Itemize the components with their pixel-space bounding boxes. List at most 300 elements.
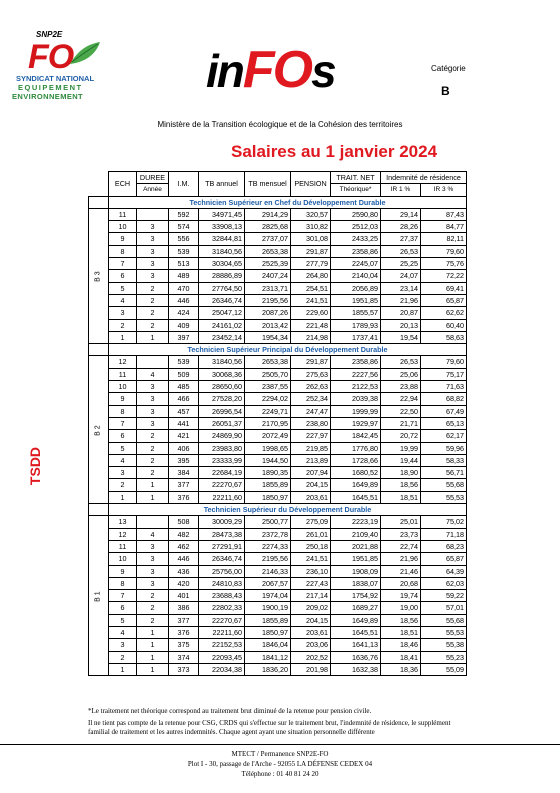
table-cell: 23333,99 (199, 454, 245, 466)
header-trait-net-sub: Théorique* (331, 184, 381, 196)
salary-table (88, 171, 467, 676)
table-cell: 69,41 (421, 282, 467, 294)
table-cell: 513 (169, 258, 199, 270)
table-cell: 1998,65 (245, 442, 291, 454)
table-cell: 2195,56 (245, 294, 291, 306)
table-row (89, 282, 467, 294)
table-cell: 219,85 (291, 442, 331, 454)
table-cell: 3 (137, 553, 169, 565)
table-row (89, 417, 467, 429)
table-cell: 23,14 (381, 282, 421, 294)
table-row (89, 651, 467, 663)
section-title-blank (89, 504, 109, 516)
table-cell: 386 (169, 602, 199, 614)
table-cell: 55,68 (421, 479, 467, 491)
section-title-row (89, 196, 467, 208)
table-row (89, 626, 467, 638)
table-row (89, 553, 467, 565)
table-cell: 3 (137, 258, 169, 270)
table-cell: 1645,51 (331, 626, 381, 638)
table-cell: 214,98 (291, 331, 331, 343)
table-cell: 539 (169, 245, 199, 257)
table-row (89, 208, 467, 220)
table-cell: 470 (169, 282, 199, 294)
table-cell: 1 (109, 331, 137, 343)
table-cell: 2227,56 (331, 368, 381, 380)
table-cell: 320,57 (291, 208, 331, 220)
table-cell: 22211,60 (199, 491, 245, 503)
table-cell: 2 (137, 602, 169, 614)
table-cell: 22093,45 (199, 651, 245, 663)
table-cell: 539 (169, 356, 199, 368)
table-cell: 22,94 (381, 393, 421, 405)
table-cell: 20,68 (381, 577, 421, 589)
table-cell: 13 (109, 516, 137, 528)
table-row (89, 356, 467, 368)
table-cell: 2 (137, 614, 169, 626)
page-footer (0, 744, 560, 779)
table-cell: 1 (137, 626, 169, 638)
table-cell: 3 (137, 577, 169, 589)
table-cell: 1908,09 (331, 565, 381, 577)
table-cell: 2825,68 (245, 221, 291, 233)
table-cell: 1728,66 (331, 454, 381, 466)
table-cell: 2372,78 (245, 528, 291, 540)
table-cell: 2146,33 (245, 565, 291, 577)
table-cell: 22684,19 (199, 467, 245, 479)
header-ech: ECH (109, 172, 137, 197)
table-cell: 203,61 (291, 491, 331, 503)
table-cell: 1754,92 (331, 590, 381, 602)
table-cell: 3 (137, 417, 169, 429)
table-row (89, 233, 467, 245)
table-cell: 25756,00 (199, 565, 245, 577)
header-blank-2 (89, 184, 109, 196)
table-cell: 55,09 (421, 663, 467, 675)
table-cell: 2653,38 (245, 245, 291, 257)
table-cell: 10 (109, 221, 137, 233)
table-row (89, 577, 467, 589)
section-title-row (89, 504, 467, 516)
table-cell: 22270,67 (199, 614, 245, 626)
header-duree-sub: Année (143, 186, 162, 194)
table-cell: 62,62 (421, 307, 467, 319)
table-cell: 377 (169, 614, 199, 626)
table-cell: 2 (109, 651, 137, 663)
table-cell: 21,71 (381, 417, 421, 429)
table-cell: 4 (137, 528, 169, 540)
table-cell: 55,53 (421, 626, 467, 638)
table-cell: 18,56 (381, 614, 421, 626)
table-cell: 11 (109, 208, 137, 220)
table-cell: 25,01 (381, 516, 421, 528)
table-cell: 22152,53 (199, 639, 245, 651)
table-cell: 28650,60 (199, 381, 245, 393)
table-cell: 375 (169, 639, 199, 651)
table-cell: 376 (169, 491, 199, 503)
grade-label: B 3 (94, 271, 102, 282)
table-cell: 2245,07 (331, 258, 381, 270)
table-cell: 27291,91 (199, 540, 245, 552)
table-cell: 2067,57 (245, 577, 291, 589)
table-cell: 87,43 (421, 208, 467, 220)
table-cell: 2039,38 (331, 393, 381, 405)
table-cell: 1689,27 (331, 602, 381, 614)
table-cell: 3 (137, 405, 169, 417)
table-cell: 1855,89 (245, 614, 291, 626)
table-cell: 79,60 (421, 356, 467, 368)
table-cell: 217,14 (291, 590, 331, 602)
table-cell (137, 208, 169, 220)
table-cell: 227,43 (291, 577, 331, 589)
table-cell: 26346,74 (199, 294, 245, 306)
table-cell: 2 (109, 319, 137, 331)
table-cell: 8 (109, 577, 137, 589)
table-cell: 229,60 (291, 307, 331, 319)
logo-fo-mark: FO (28, 38, 74, 76)
table-cell: 376 (169, 626, 199, 638)
header-pension: PENSION (291, 172, 331, 197)
table-cell: 301,08 (291, 233, 331, 245)
tsdd-text: TSDD (27, 446, 43, 486)
table-cell: 3 (137, 221, 169, 233)
table-cell: 22,74 (381, 540, 421, 552)
table-cell: 2013,42 (245, 319, 291, 331)
table-cell: 20,87 (381, 307, 421, 319)
table-cell: 252,34 (291, 393, 331, 405)
table-cell: 441 (169, 417, 199, 429)
table-cell: 1645,51 (331, 491, 381, 503)
table-cell: 2 (137, 282, 169, 294)
footer-line-2: Plot I - 30, passage de l'Arche - 92055 LA DÉFENSE CEDEX 04 (187, 760, 373, 768)
table-cell: 7 (109, 590, 137, 602)
table-cell: 19,44 (381, 454, 421, 466)
table-cell: 12 (109, 528, 137, 540)
table-cell: 22211,60 (199, 626, 245, 638)
table-row (89, 467, 467, 479)
table-cell: 19,54 (381, 331, 421, 343)
table-cell: 3 (137, 540, 169, 552)
table-cell: 9 (109, 565, 137, 577)
table-cell: 2590,80 (331, 208, 381, 220)
table-cell: 9 (109, 233, 137, 245)
table-cell: 27,37 (381, 233, 421, 245)
table-cell: 24869,90 (199, 430, 245, 442)
table-cell: 59,96 (421, 442, 467, 454)
table-cell: 82,11 (421, 233, 467, 245)
table-cell: 1841,12 (245, 651, 291, 663)
table-cell: 64,39 (421, 565, 467, 577)
table-cell: 262,63 (291, 381, 331, 393)
table-cell: 2 (137, 294, 169, 306)
table-row (89, 307, 467, 319)
table-cell: 30068,36 (199, 368, 245, 380)
table-cell: 2387,55 (245, 381, 291, 393)
table-cell: 10 (109, 381, 137, 393)
table-cell: 247,47 (291, 405, 331, 417)
table-row (89, 590, 467, 602)
table-cell: 75,02 (421, 516, 467, 528)
table-cell: 24810,83 (199, 577, 245, 589)
table-cell: 27528,20 (199, 393, 245, 405)
table-cell: 592 (169, 208, 199, 220)
section-title: Technicien Supérieur du Développement Durable (109, 504, 467, 516)
table-cell: 250,18 (291, 540, 331, 552)
table-cell: 457 (169, 405, 199, 417)
table-cell: 1680,52 (331, 467, 381, 479)
table-cell: 75,76 (421, 258, 467, 270)
brand-part-2: FO (242, 41, 312, 99)
table-cell: 28886,89 (199, 270, 245, 282)
table-row (89, 294, 467, 306)
table-cell: 30304,65 (199, 258, 245, 270)
table-cell: 291,87 (291, 245, 331, 257)
table-row (89, 602, 467, 614)
table-cell: 4 (109, 626, 137, 638)
table-cell: 1944,50 (245, 454, 291, 466)
table-cell: 1929,97 (331, 417, 381, 429)
table-cell: 204,15 (291, 614, 331, 626)
table-cell: 1974,04 (245, 590, 291, 602)
table-cell: 2274,33 (245, 540, 291, 552)
footer-line-1: MTECT / Permanence SNP2E-FO (231, 750, 329, 758)
table-cell: 2512,03 (331, 221, 381, 233)
logo-line-3: ENVIRONNEMENT (12, 92, 84, 101)
table-cell: 1 (109, 491, 137, 503)
table-cell: 1850,97 (245, 626, 291, 638)
table-cell: 56,71 (421, 467, 467, 479)
header-blank (89, 172, 109, 184)
table-cell: 26346,74 (199, 553, 245, 565)
table-cell: 241,51 (291, 553, 331, 565)
table-cell: 18,51 (381, 626, 421, 638)
table-cell: 55,23 (421, 651, 467, 663)
table-row (89, 479, 467, 491)
table-cell: 23,88 (381, 381, 421, 393)
table-cell: 2 (137, 590, 169, 602)
table-row (89, 430, 467, 442)
table-cell: 277,79 (291, 258, 331, 270)
table-cell: 7 (109, 258, 137, 270)
table-cell: 1649,89 (331, 479, 381, 491)
table-cell: 489 (169, 270, 199, 282)
table-cell: 18,90 (381, 467, 421, 479)
table-cell: 22802,33 (199, 602, 245, 614)
table-cell: 373 (169, 663, 199, 675)
table-cell: 24,07 (381, 270, 421, 282)
table-cell: 5 (109, 614, 137, 626)
table-cell: 466 (169, 393, 199, 405)
table-cell: 1836,20 (245, 663, 291, 675)
table-cell: 238,80 (291, 417, 331, 429)
table-cell: 3 (137, 245, 169, 257)
table-row (89, 528, 467, 540)
table-cell: 18,51 (381, 491, 421, 503)
table-cell: 6 (109, 602, 137, 614)
table-cell: 23688,43 (199, 590, 245, 602)
table-cell: 5 (109, 442, 137, 454)
table-cell: 28,26 (381, 221, 421, 233)
table-cell: 7 (109, 417, 137, 429)
table-cell: 10 (109, 553, 137, 565)
brand-part-3: s (311, 45, 335, 97)
table-cell: 2 (137, 307, 169, 319)
table-cell: 31840,56 (199, 245, 245, 257)
grade-label: B 2 (94, 424, 102, 436)
table-row (89, 270, 467, 282)
header-ir1: IR 1 % (381, 184, 421, 196)
table-row (89, 639, 467, 651)
table-cell: 1954,34 (245, 331, 291, 343)
table-cell: 29,14 (381, 208, 421, 220)
section-title-row (89, 344, 467, 356)
table-cell: 409 (169, 319, 199, 331)
table-cell: 202,52 (291, 651, 331, 663)
table-cell: 71,18 (421, 528, 467, 540)
table-cell: 71,63 (421, 381, 467, 393)
table-cell: 1855,89 (245, 479, 291, 491)
table-cell: 20,13 (381, 319, 421, 331)
table-row (89, 319, 467, 331)
table-cell: 2 (137, 319, 169, 331)
table-cell: 21,96 (381, 553, 421, 565)
table-cell: 60,40 (421, 319, 467, 331)
section-title-blank (89, 344, 109, 356)
table-cell: 204,15 (291, 479, 331, 491)
table-cell: 28473,38 (199, 528, 245, 540)
table-cell: 221,48 (291, 319, 331, 331)
table-row (89, 442, 467, 454)
table-cell: 509 (169, 368, 199, 380)
table-cell: 1846,04 (245, 639, 291, 651)
table-cell: 34971,45 (199, 208, 245, 220)
table-cell: 401 (169, 590, 199, 602)
table-cell: 84,77 (421, 221, 467, 233)
table-cell: 1636,76 (331, 651, 381, 663)
table-cell: 264,80 (291, 270, 331, 282)
table-cell: 3 (109, 467, 137, 479)
table-cell: 25,06 (381, 368, 421, 380)
table-row (89, 393, 467, 405)
table-cell: 1850,97 (245, 491, 291, 503)
table-cell: 27764,50 (199, 282, 245, 294)
table-cell: 62,03 (421, 577, 467, 589)
table-cell: 19,74 (381, 590, 421, 602)
logo-line-2: EQUIPEMENT (18, 83, 83, 92)
table-cell: 1999,99 (331, 405, 381, 417)
table-cell: 23,73 (381, 528, 421, 540)
table-cell: 201,98 (291, 663, 331, 675)
grade-label: B 1 (94, 590, 102, 602)
table-cell: 436 (169, 565, 199, 577)
table-cell: 236,10 (291, 565, 331, 577)
table-row (89, 405, 467, 417)
table-row (89, 663, 467, 675)
table-row (89, 368, 467, 380)
table-cell: 11 (109, 368, 137, 380)
table-cell: 62,17 (421, 430, 467, 442)
table-cell: 485 (169, 381, 199, 393)
table-cell: 57,01 (421, 602, 467, 614)
table-cell: 8 (109, 245, 137, 257)
table-cell: 310,82 (291, 221, 331, 233)
table-cell: 1737,41 (331, 331, 381, 343)
section-title-blank (89, 196, 109, 208)
table-cell: 25,25 (381, 258, 421, 270)
logo-top-text: SNP2E (36, 30, 63, 39)
table-cell: 207,94 (291, 467, 331, 479)
table-cell: 55,38 (421, 639, 467, 651)
footnote-1: *Le traitement net théorique correspond au traitement brut diminué de la retenue pour pension civile. (88, 707, 372, 715)
table-cell: 3 (137, 270, 169, 282)
tsdd-side-label (25, 436, 45, 496)
table-cell: 2140,04 (331, 270, 381, 282)
header-trait-net: TRAIT. NET (331, 172, 381, 184)
table-cell: 4 (109, 294, 137, 306)
table-cell: 1 (137, 663, 169, 675)
table-cell: 2914,29 (245, 208, 291, 220)
ministry-line: Ministère de la Transition écologique et de la Cohésion des territoires (157, 120, 403, 129)
section-title: Technicien Supérieur Principal du Développement Durable (109, 344, 467, 356)
table-cell: 203,06 (291, 639, 331, 651)
table-cell: 19,99 (381, 442, 421, 454)
table-cell: 574 (169, 221, 199, 233)
table-cell: 22034,38 (199, 663, 245, 675)
table-cell: 2223,19 (331, 516, 381, 528)
table-cell: 1900,19 (245, 602, 291, 614)
table-cell: 3 (137, 381, 169, 393)
footer-line-3: Téléphone : 01 40 81 24 20 (241, 770, 319, 778)
table-cell: 275,63 (291, 368, 331, 380)
table-cell: 25047,12 (199, 307, 245, 319)
table-cell: 26,53 (381, 356, 421, 368)
table-cell: 3 (137, 393, 169, 405)
table-cell: 508 (169, 516, 199, 528)
table-cell: 1789,93 (331, 319, 381, 331)
table-cell: 2 (137, 467, 169, 479)
table-cell: 67,49 (421, 405, 467, 417)
table-cell: 9 (109, 393, 137, 405)
table-cell: 2407,24 (245, 270, 291, 282)
table-cell: 446 (169, 294, 199, 306)
table-cell: 1951,85 (331, 294, 381, 306)
table-cell: 2056,89 (331, 282, 381, 294)
table-cell: 65,13 (421, 417, 467, 429)
table-row (89, 540, 467, 552)
table-cell: 18,41 (381, 651, 421, 663)
table-cell: 421 (169, 430, 199, 442)
table-cell: 2 (137, 454, 169, 466)
table-cell: 23983,80 (199, 442, 245, 454)
table-cell: 26,53 (381, 245, 421, 257)
table-cell: 556 (169, 233, 199, 245)
table-cell: 3 (137, 565, 169, 577)
table-cell: 8 (109, 405, 137, 417)
table-cell: 1 (137, 479, 169, 491)
infos-brand (206, 41, 335, 99)
table-cell: 397 (169, 331, 199, 343)
table-cell: 3 (109, 307, 137, 319)
table-cell: 2195,56 (245, 553, 291, 565)
table-row (89, 454, 467, 466)
table-cell: 395 (169, 454, 199, 466)
table-cell: 6 (109, 270, 137, 282)
table-cell: 2249,71 (245, 405, 291, 417)
table-cell: 1649,89 (331, 614, 381, 626)
table-cell: 1641,13 (331, 639, 381, 651)
table-cell: 24161,02 (199, 319, 245, 331)
footnotes (88, 707, 468, 741)
